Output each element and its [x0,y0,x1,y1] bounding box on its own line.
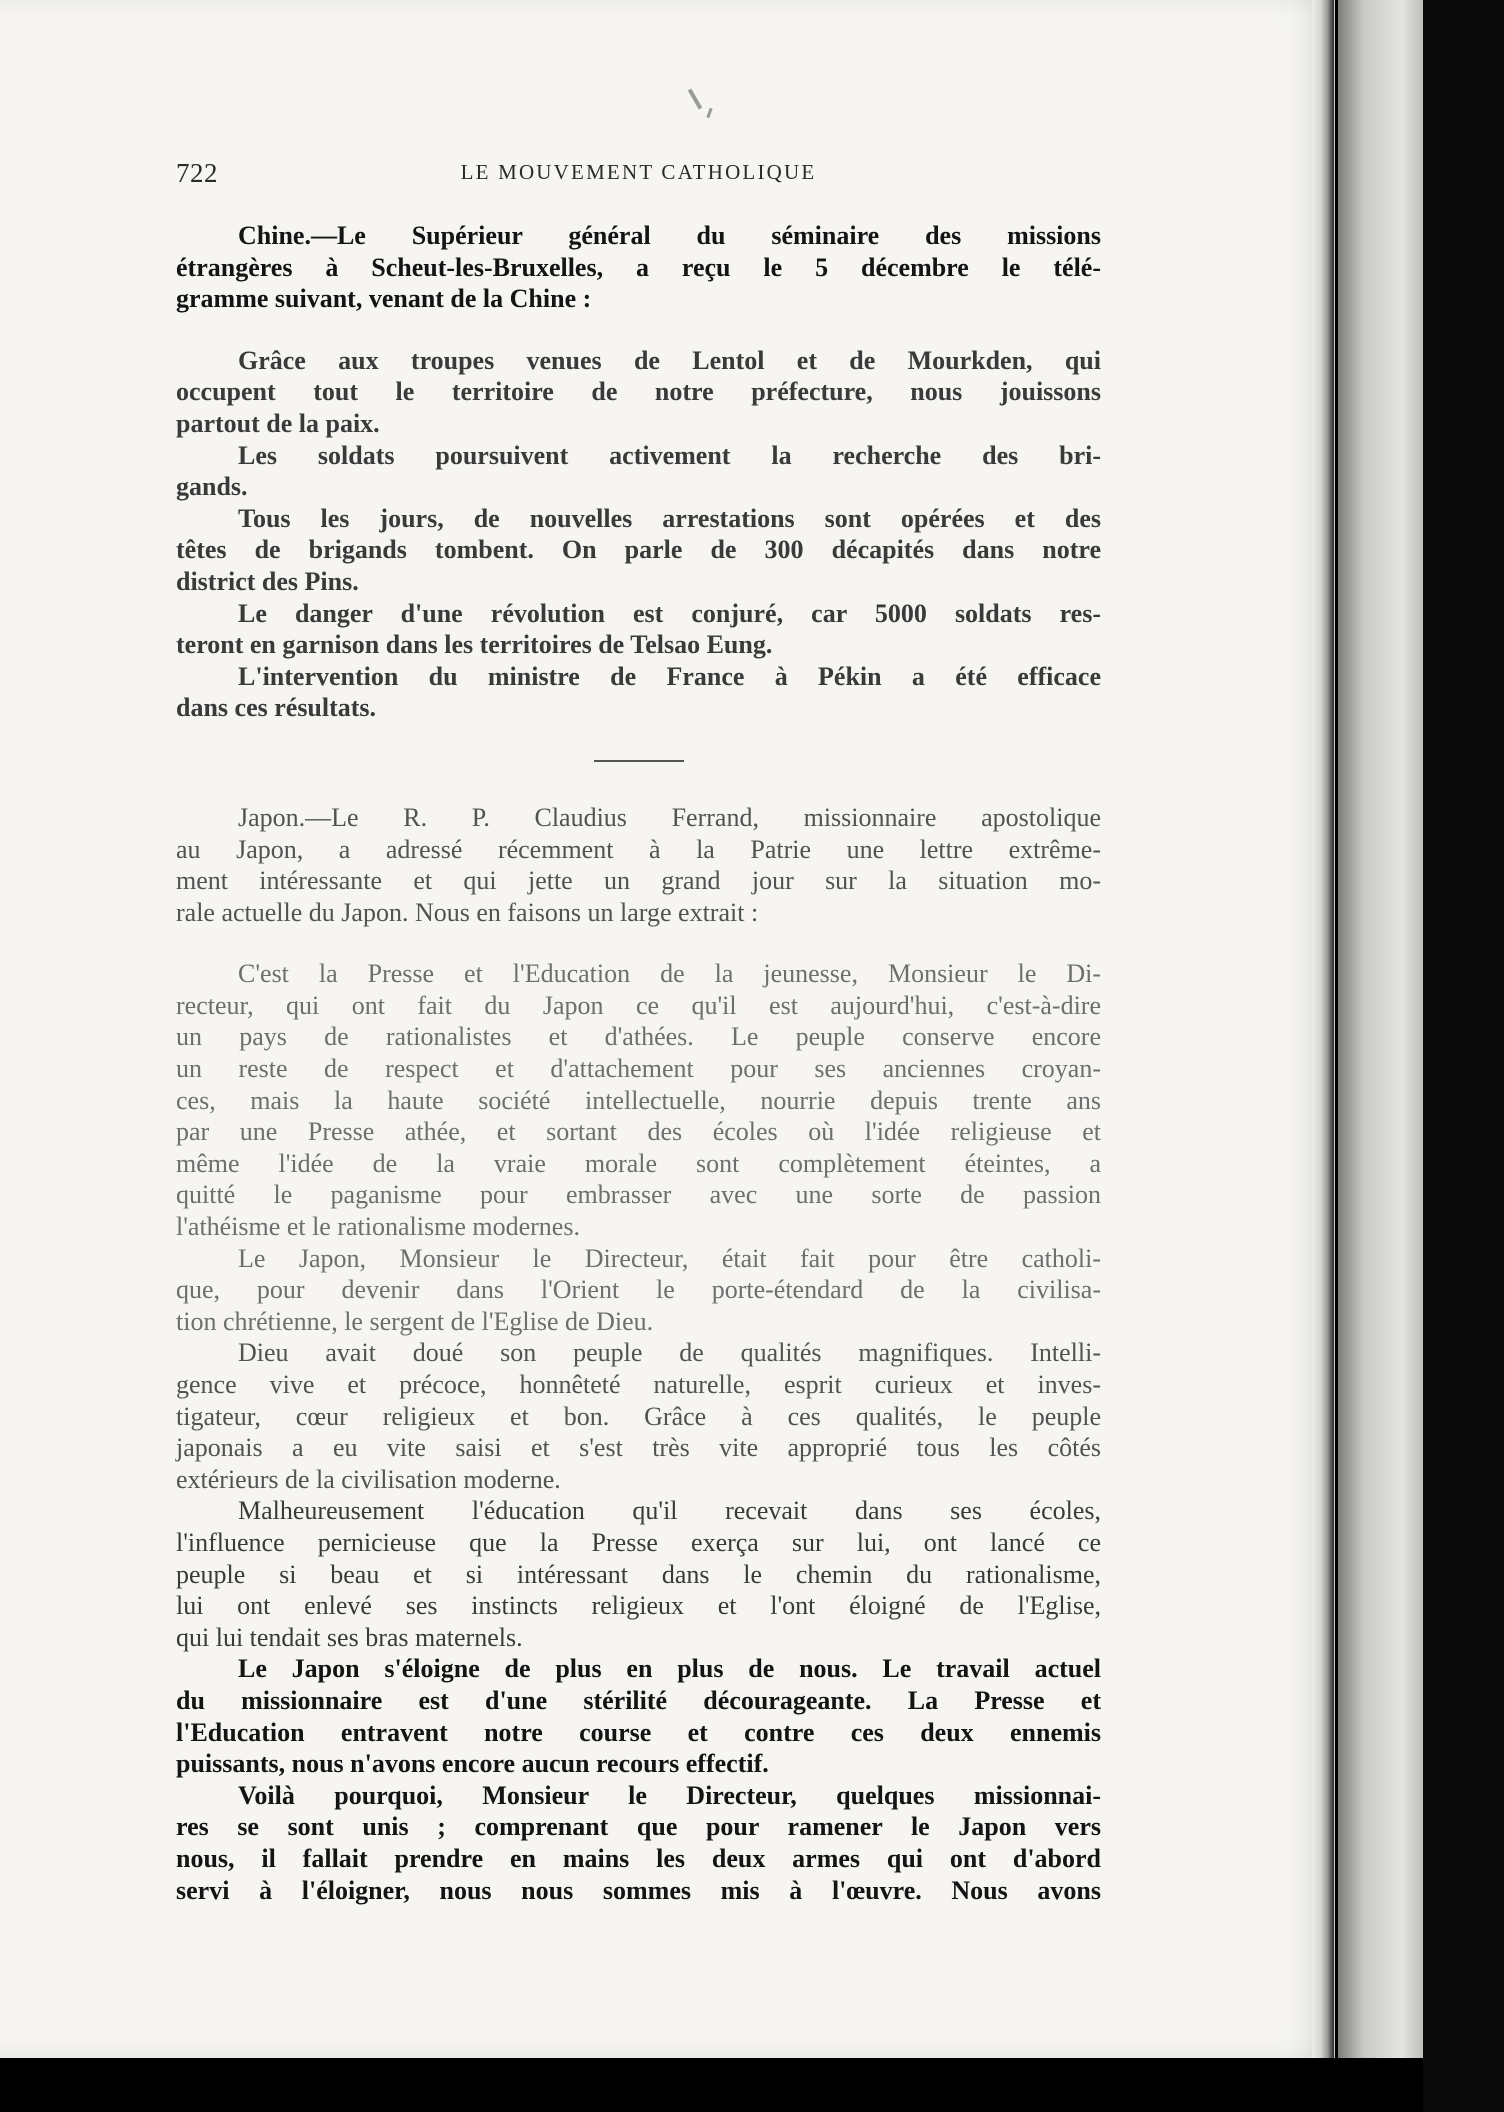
text-line: ces, mais la haute société intellectuelle, nourrie depuis trente ans [176,1085,1101,1115]
text-line: L'intervention du ministre de France à Pékin a été efficace [238,661,1101,691]
text-line: Le Japon s'éloigne de plus en plus de nous. Le travail actuel [238,1654,1101,1684]
text-line: japonais a eu vite saisi et s'est très vite approprié tous les côtés [176,1433,1101,1463]
japon-letter [176,958,1101,1906]
text-line: recteur, qui ont fait du Japon ce qu'il est aujourd'hui, c'est-à-dire [176,990,1101,1020]
letter-paragraph [176,1495,1101,1653]
text-line: têtes de brigands tombent. On parle de 300 décapités dans notre [176,535,1101,565]
text-line: un reste de respect et d'attachement pour ses anciennes croyan- [176,1054,1101,1084]
chine-telegram [176,345,1101,724]
section-divider [594,760,684,762]
text-line: extérieurs de la civilisation moderne. [176,1464,561,1494]
text-line: Chine.—Le Supérieur général du séminaire des missions [238,221,1101,250]
text-line: tigateur, cœur religieux et bon. Grâce à ces qualités, le peuple [176,1401,1101,1431]
text-line: quitté le paganisme pour embrasser avec une sorte de passion [176,1180,1101,1210]
text-line: Voilà pourquoi, Monsieur le Directeur, quelques missionnai- [238,1780,1101,1810]
text-line: l'athéisme et le rationalisme modernes. [176,1212,580,1242]
text-line: dans ces résultats. [176,693,377,723]
text-line: Les soldats poursuivent activement la recherche des bri- [238,440,1101,470]
dust-speck [688,88,702,109]
text-line: gramme suivant, venant de la Chine : [176,284,592,314]
text-line: C'est la Presse et l'Education de la jeunesse, Monsieur le Di- [238,959,1101,989]
text-line: partout de la paix. [176,408,380,438]
text-line: gence vive et précoce, honnêteté naturelle, esprit curieux et inves- [176,1370,1101,1399]
text-line: Le danger d'une révolution est conjuré, car 5000 soldats res- [238,598,1101,628]
telegram-paragraph [176,503,1101,598]
text-line: étrangères à Scheut-les-Bruxelles, a reçu le 5 décembre le télé- [176,252,1101,282]
text-line: du missionnaire est d'une stérilité décourageante. La Presse et [176,1685,1101,1715]
text-line: puissants, nous n'avons encore aucun recours effectif. [176,1749,769,1779]
text-line: peuple si beau et si intéressant dans le chemin du rationalisme, [176,1559,1101,1589]
text-line: que, pour devenir dans l'Orient le porte-étendard de la civilisa- [176,1275,1101,1305]
text-line: l'influence pernicieuse que la Presse exerça sur lui, ont lancé ce [176,1527,1101,1557]
text-line: Tous les jours, de nouvelles arrestations sont opérées et des [238,503,1101,533]
text-line: un pays de rationalistes et d'athées. Le peuple conserve encore [176,1022,1101,1052]
text-line: par une Presse athée, et sortant des écoles où l'idée religieuse et [176,1117,1101,1147]
letter-paragraph [176,958,1101,1242]
page-number: 722 [176,158,218,188]
letter-paragraph [176,1243,1101,1338]
text-line: occupent tout le territoire de notre préfecture, nous jouissons [176,377,1101,407]
telegram-paragraph [176,345,1101,440]
text-line: ment intéressante et qui jette un grand jour sur la situation mo- [176,866,1101,896]
text-line: nous, il fallait prendre en mains les deux armes qui ont d'abord [176,1843,1101,1873]
running-head: LE MOUVEMENT CATHOLIQUE [460,160,817,184]
dust-speck [706,108,712,118]
page-edge [1312,0,1334,2058]
chine-intro [176,220,1101,315]
facing-page-strip [1338,0,1423,2058]
book-binding-shadow [1423,0,1504,2112]
text-line: au Japon, a adressé récemment à la Patrie une lettre extrême- [176,834,1101,864]
text-line: Dieu avait doué son peuple de qualités magnifiques. Intelli- [238,1338,1101,1368]
telegram-paragraph [176,440,1101,503]
text-line: qui lui tendait ses bras maternels. [176,1622,523,1652]
text-line: tion chrétienne, le sergent de l'Eglise de Dieu. [176,1306,654,1336]
text-line: district des Pins. [176,566,359,596]
text-line: rale actuelle du Japon. Nous en faisons un large extrait : [176,897,759,927]
text-line: même l'idée de la vraie morale sont complètement éteintes, a [176,1148,1101,1178]
japon-intro [176,802,1101,928]
text-line: Japon.—Le R. P. Claudius Ferrand, missionnaire apostolique [238,802,1101,832]
text-line: Le Japon, Monsieur le Directeur, était fait pour être catholi- [238,1243,1101,1273]
text-line: gands. [176,472,248,502]
letter-paragraph [176,1337,1101,1495]
text-line: l'Education entravent notre course et contre ces deux ennemis [176,1717,1101,1747]
text-line: Grâce aux troupes venues de Lentol et de Mourkden, qui [238,345,1101,375]
article-body [176,220,1101,1906]
telegram-paragraph [176,661,1101,724]
text-line: res se sont unis ; comprenant que pour ramener le Japon vers [176,1812,1101,1842]
letter-paragraph [176,1780,1101,1906]
telegram-paragraph [176,598,1101,661]
page-header [176,158,1101,196]
letter-paragraph [176,1653,1101,1779]
text-line: teront en garnison dans les territoires de Telsao Eung. [176,630,773,660]
text-line: Malheureusement l'éducation qu'il recevait dans ses écoles, [238,1496,1101,1526]
text-line: servi à l'éloigner, nous nous sommes mis à l'œuvre. Nous avons [176,1875,1101,1905]
text-line: lui ont enlevé ses instincts religieux et l'ont éloigné de l'Eglise, [176,1591,1101,1621]
